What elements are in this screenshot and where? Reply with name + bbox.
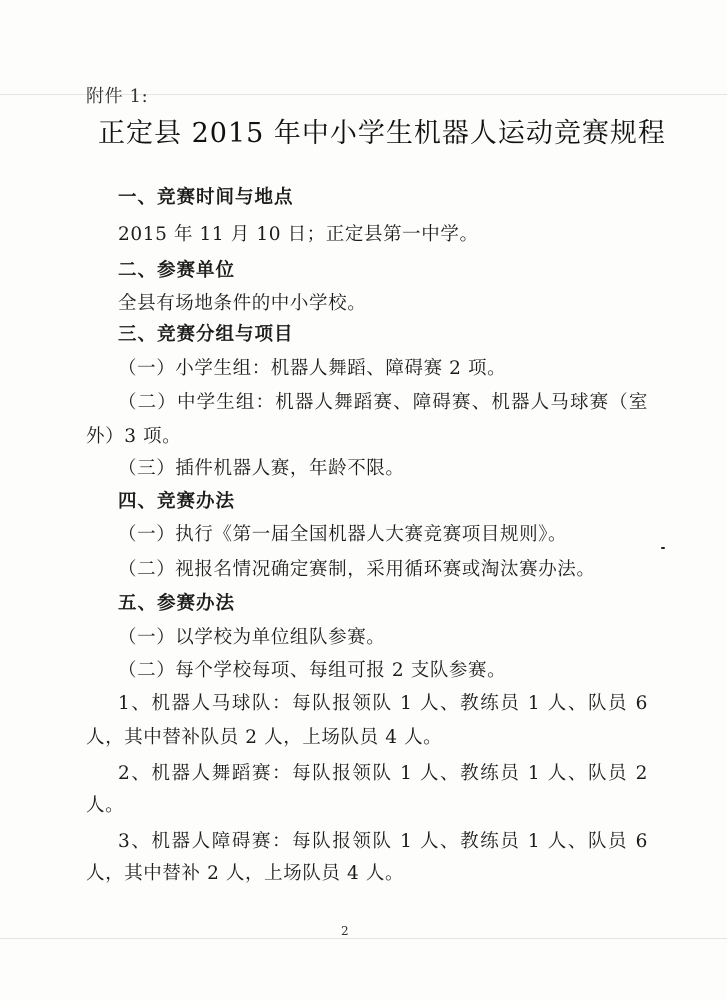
section-3-heading: 三、竞赛分组与项目 xyxy=(118,324,294,345)
section-5-para-2-line-2: 人。 xyxy=(86,795,125,816)
section-5-para-3-line-1: 3、机器人障碍赛：每队报领队 1 人、教练员 1 人、队员 6 xyxy=(118,831,648,852)
document-title: 正定县 2015 年中小学生机器人运动竞赛规程 xyxy=(98,118,666,149)
section-5-para-1-line-2: 人，其中替补队员 2 人，上场队员 4 人。 xyxy=(86,727,443,748)
section-5-para-1-line-1: 1、机器人马球队：每队报领队 1 人、教练员 1 人、队员 6 xyxy=(118,693,648,714)
section-2-body: 全县有场地条件的中小学校。 xyxy=(118,293,367,314)
section-5-para-2-line-1: 2、机器人舞蹈赛：每队报领队 1 人、教练员 1 人、队员 2 xyxy=(118,763,648,784)
section-4-item-1: （一）执行《第一届全国机器人大赛竞赛项目规则》。 xyxy=(118,524,568,545)
attachment-label: 附件 1: xyxy=(86,86,149,107)
section-1-body: 2015 年 11 月 10 日；正定县第一中学。 xyxy=(118,224,479,245)
section-3-item-2-line-2: 外）3 项。 xyxy=(86,426,182,447)
section-4-item-2: （二）视报名情况确定赛制，采用循环赛或淘汰赛办法。 xyxy=(118,559,596,580)
page-number: 2 xyxy=(341,924,349,938)
section-5-item-1: （一）以学校为单位组队参赛。 xyxy=(118,627,386,648)
scan-fold-line xyxy=(0,938,727,939)
section-2-heading: 二、参赛单位 xyxy=(118,260,236,281)
section-5-para-3-line-2: 人，其中替补 2 人，上场队员 4 人。 xyxy=(86,863,405,884)
section-5-heading: 五、参赛办法 xyxy=(118,593,236,614)
section-3-item-2-line-1: （二）中学生组：机器人舞蹈赛、障碍赛、机器人马球赛（室 xyxy=(118,392,648,413)
section-4-heading: 四、竞赛办法 xyxy=(118,491,236,512)
scan-speck xyxy=(661,547,665,549)
section-3-item-1: （一）小学生组：机器人舞蹈、障碍赛 2 项。 xyxy=(118,358,507,379)
section-3-item-3: （三）插件机器人赛，年龄不限。 xyxy=(118,458,405,479)
section-1-heading: 一、竞赛时间与地点 xyxy=(118,187,294,208)
section-5-item-2: （二）每个学校每项、每组可报 2 支队参赛。 xyxy=(118,660,507,681)
